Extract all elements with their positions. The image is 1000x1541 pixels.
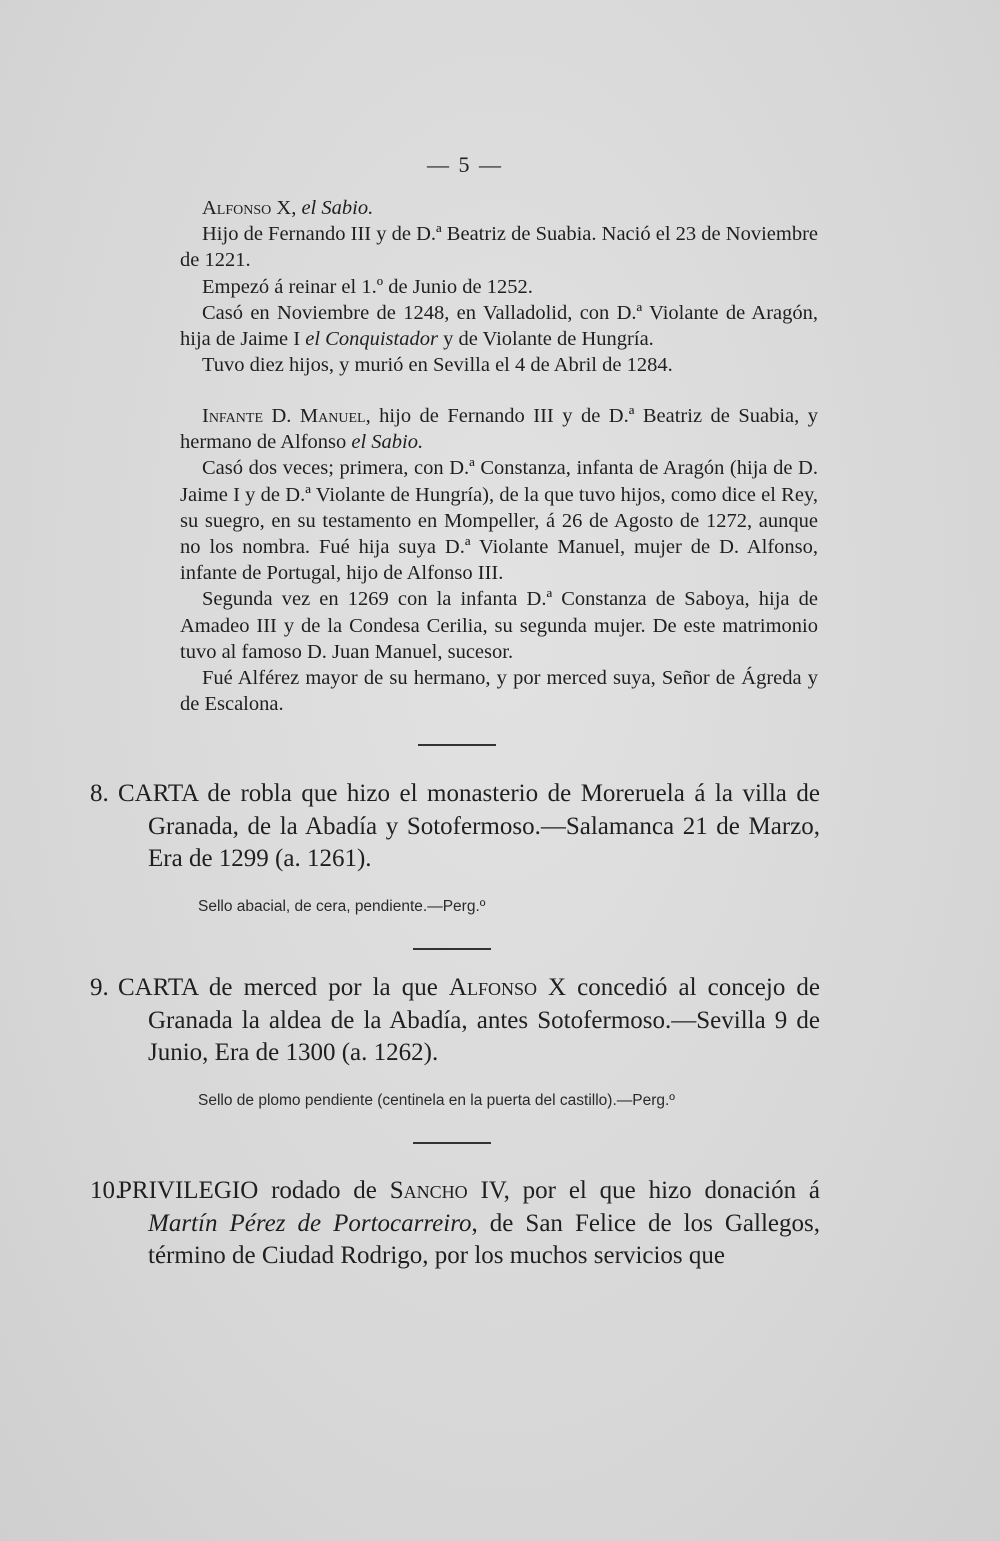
entry-10: 10.PRIVILEGIO rodado de Sancho IV, por el que hizo donación á Martín Pérez de Portocarreiro, de San Felice de los Gallegos, término de Ciudad Rodrigo, por los muchos servicios que bbox=[90, 1177, 820, 1269]
infante-titles: Fué Alférez mayor de su hermano, y por merced suya, Señor de Ágreda y de Escalona. bbox=[180, 667, 818, 716]
alfonso-birth: Hijo de Fernando III y de D.ª Beatriz de Suabia. Nació el 23 de Noviembre de 1221. bbox=[180, 223, 818, 272]
infante-second-marriage: Segunda vez en 1269 con la infanta D.ª Constanza de Saboya, hija de Amadeo III y de la Condesa Cerilia, su segunda mujer. De este matrimonio tuvo al famoso D. Juan Manuel, sucesor. bbox=[180, 588, 818, 663]
page-number: — 5 — bbox=[427, 152, 503, 177]
section-divider bbox=[413, 1142, 491, 1144]
alfonso-reign: Empezó á reinar el 1.º de Junio de 1252. bbox=[202, 275, 533, 298]
entry-9-note: Sello de plomo pendiente (centinela en la puerta del castillo).—Perg.º bbox=[198, 1092, 675, 1109]
entry-8-note: Sello abacial, de cera, pendiente.—Perg.º bbox=[198, 898, 486, 915]
alfonso-death: Tuvo diez hijos, y murió en Sevilla el 4 de Abril de 1284. bbox=[202, 354, 673, 377]
infante-heading: Infante D. Manuel, hijo de Fernando III y de D.ª Beatriz de Suabia, y hermano de Alfonso el Sabio. bbox=[180, 405, 818, 454]
alfonso-heading: Alfonso X, el Sabio. bbox=[202, 197, 374, 219]
alfonso-x-section bbox=[180, 195, 818, 378]
section-divider bbox=[413, 948, 491, 950]
entry-9: 9. CARTA de merced por la que Alfonso X concedió al concejo de Granada la aldea de la Abadía, antes Sotofermoso.—Sevilla 9 de Junio, Era de 1300 (a. 1262). bbox=[90, 974, 821, 1066]
entry-8: 8. CARTA de robla que hizo el monasterio de Moreruela á la villa de Granada, de la Abadía y Sotofermoso.—Salamanca 21 de Marzo, Era de 1299 (a. 1261). bbox=[90, 780, 820, 872]
alfonso-marriage: Casó en Noviembre de 1248, en Valladolid, con D.ª Violante de Aragón, hija de Jaime I el Conquistador y de Violante de Hungría. bbox=[180, 301, 818, 351]
infante-manuel-section bbox=[180, 403, 818, 717]
section-divider bbox=[418, 744, 496, 746]
infante-first-marriage: Casó dos veces; primera, con D.ª Constanza, infanta de Aragón (hija de D. Jaime I y de D.ª Violante de Hungría), de la que tuvo hijos, como dice el Rey, su suegro, en su testamento en Mompeller, á 26 de Agosto de 1272, aunque no los nombra. Fué hija suya D.ª Violante Manuel, mujer de D. Alfonso, infante de Portugal, hijo de Alfonso III. bbox=[180, 457, 818, 585]
